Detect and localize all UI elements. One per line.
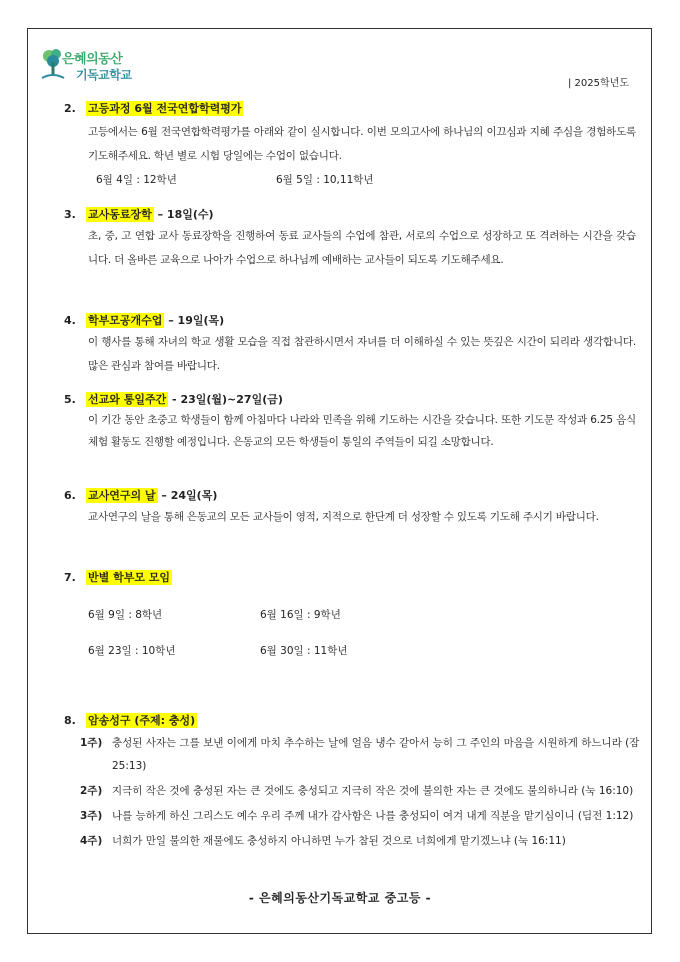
section-title: 암송성구 (주제: 충성) bbox=[88, 714, 196, 727]
verse-week: 2주) bbox=[80, 785, 103, 797]
section-heading bbox=[64, 100, 644, 116]
section-memory-verses bbox=[64, 712, 644, 853]
verse-item bbox=[72, 830, 644, 853]
school-logo bbox=[40, 48, 150, 84]
meeting-item: 6월 23일 : 10학년 bbox=[88, 645, 176, 657]
exam-schedule bbox=[96, 168, 644, 192]
meeting-schedule bbox=[88, 603, 644, 675]
section-date: – 18일(수) bbox=[153, 208, 214, 221]
footer-school-name: - 은혜의동산기독교학교 중고등 - bbox=[248, 891, 432, 905]
verse-item bbox=[72, 780, 644, 803]
section-heading bbox=[64, 206, 644, 222]
section-title: 고등과정 6월 전국연합학력평가 bbox=[88, 102, 242, 115]
section-title: 학부모공개수업 bbox=[88, 314, 163, 327]
section-number: 2. bbox=[64, 102, 76, 115]
meeting-item: 6월 9일 : 8학년 bbox=[88, 609, 163, 621]
section-number: 3. bbox=[64, 208, 76, 221]
meeting-item: 6월 16일 : 9학년 bbox=[260, 609, 341, 621]
exam-day-1: 6월 4일 : 12학년 bbox=[96, 174, 177, 186]
verse-item bbox=[72, 732, 644, 778]
section-number: 8. bbox=[64, 714, 76, 727]
section-number: 5. bbox=[64, 393, 76, 406]
section-peer-supervision bbox=[64, 206, 644, 272]
section-title: 반별 학부모 모임 bbox=[88, 571, 171, 584]
meeting-item: 6월 30일 : 11학년 bbox=[260, 645, 348, 657]
section-title: 교사동료장학 bbox=[88, 208, 152, 221]
section-heading bbox=[64, 312, 644, 328]
verse-text: 나를 능하게 하신 그리스도 예수 우리 주께 내가 감사함은 나를 충성되이 여겨 내게 직분을 맡기심이니 (딤전 1:12) bbox=[112, 810, 634, 822]
section-title: 교사연구의 날 bbox=[88, 489, 156, 502]
verse-list bbox=[72, 732, 644, 853]
verse-text: 지극히 작은 것에 충성된 자는 큰 것에도 충성되고 지극히 작은 것에 불의한 자는 큰 것에도 불의하니라 (눅 16:10) bbox=[112, 785, 634, 797]
section-date: – 19일(목) bbox=[164, 314, 225, 327]
verse-week: 1주) bbox=[80, 737, 103, 749]
section-heading bbox=[64, 487, 644, 503]
section-number: 4. bbox=[64, 314, 76, 327]
section-body: 초, 중, 고 연합 교사 동료장학을 진행하여 동료 교사들의 수업에 참관, 서로의 수업으로 성장하고 또 격려하는 시간을 갖습니다. 더 올바른 교육으로 나아가 수업으로 하나님께 예배하는 교사들이 되도록 기도해주세요. bbox=[88, 230, 636, 266]
section-teacher-research bbox=[64, 487, 644, 529]
section-body: 고등에서는 6월 전국연합학력평가를 아래와 같이 실시합니다. 이번 모의고사에 하나님의 이끄심과 지혜 주심을 경험하도록 기도해주세요. 학년 별로 시험 당일에는 수업이 없습니다. bbox=[88, 126, 636, 162]
section-mock-exam bbox=[64, 100, 644, 192]
exam-day-2: 6월 5일 : 10,11학년 bbox=[276, 174, 374, 186]
section-body: 교사연구의 날을 통해 은동교의 모든 교사들이 영적, 지적으로 한단계 더 성장할 수 있도록 기도해 주시기 바랍니다. bbox=[88, 511, 599, 523]
verse-week: 3주) bbox=[80, 810, 103, 822]
section-open-class bbox=[64, 312, 644, 378]
section-parent-meeting bbox=[64, 569, 644, 675]
section-body: 이 기간 동안 초중고 학생들이 함께 아침마다 나라와 민족을 위해 기도하는 시간을 갖습니다. 또한 기도문 작성과 6.25 음식 체험 활동도 진행할 예정입니다. 은동교의 모든 학생들이 통일의 주역들이 되길 소망합니다. bbox=[88, 414, 636, 448]
section-title: 선교와 통일주간 bbox=[88, 393, 167, 406]
section-heading bbox=[64, 712, 644, 728]
section-date: – 24일(목) bbox=[157, 489, 218, 502]
verse-text: 충성된 사자는 그를 보낸 이에게 마치 추수하는 날에 얼음 냉수 같아서 능히 그 주인의 마음을 시원하게 하느니라 (잠 25:13) bbox=[112, 737, 640, 772]
section-date: - 23일(월)~27일(금) bbox=[168, 393, 283, 406]
section-number: 7. bbox=[64, 571, 76, 584]
meeting-row bbox=[88, 603, 644, 639]
section-body: 이 행사를 통해 자녀의 학교 생활 모습을 직접 참관하시면서 자녀를 더 이해하실 수 있는 뜻깊은 시간이 되리라 생각합니다. 많은 관심과 참여를 바랍니다. bbox=[88, 336, 636, 372]
school-year: | 2025학년도 bbox=[568, 78, 629, 89]
verse-week: 4주) bbox=[80, 835, 103, 847]
logo-text-line1: 은혜의동산 bbox=[62, 52, 123, 67]
logo-text-line2: 기독교학교 bbox=[76, 68, 132, 82]
section-heading bbox=[64, 569, 644, 585]
section-mission-week bbox=[64, 391, 644, 453]
meeting-row bbox=[88, 639, 644, 675]
section-heading bbox=[64, 391, 644, 407]
section-number: 6. bbox=[64, 489, 76, 502]
verse-item bbox=[72, 805, 644, 828]
verse-text: 너희가 만일 불의한 재물에도 충성하지 아니하면 누가 참된 것으로 너희에게 맡기겠느냐 (눅 16:11) bbox=[112, 835, 566, 847]
